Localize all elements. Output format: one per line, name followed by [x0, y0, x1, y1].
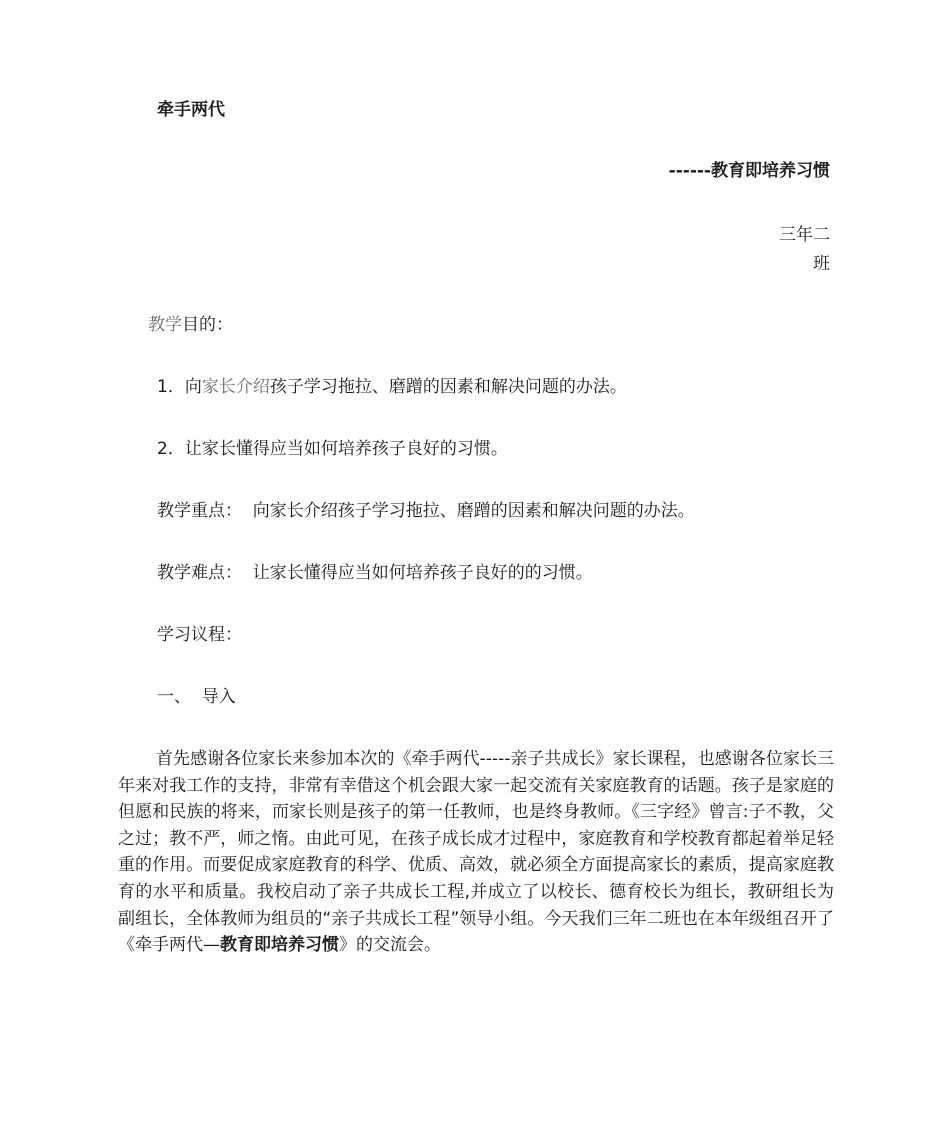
- objective-item-1: [157, 375, 627, 399]
- objective-1-part2: 家长介绍: [201, 377, 270, 397]
- objective-1-part3: 孩子学习拖拉、磨蹭的因素和解决问题的办法。: [269, 377, 627, 397]
- agenda-heading: 学习议程：: [157, 625, 242, 645]
- intro-paragraph: [118, 746, 834, 959]
- section-one-heading: 一、 导入: [157, 687, 236, 707]
- objective-1-part1: 向: [184, 377, 202, 397]
- intro-text-tail: 》的交流会。: [339, 935, 441, 956]
- intro-text-main: 首先感谢各位家长来参加本次的《牵手两代-----亲子共成长》家长课程，也感谢各位家长三年来对我工作的支持，非常有幸借这个机会跟大家一起交流有关家庭教育的话题。孩子是家庭的但愿和民族的将来，而家长则是孩子的第一任教师，也是终身教师。《三字经》曾言:子不教，父之过；教不严，师之惰。由此可见，在孩子成长成才过程中，家庭教育和学校教育都起着举足轻重的作用。而要促成家庭教育的科学、优质、高效，就必须全方面提高家长的素质，提高家庭教育的水平和质量。我校启动了亲子共成长工程,并成立了以校长、德育校长为组长，教研组长为副组长，全体教师为组员的“亲子共成长工程”领导小组。今天我们三年二班也在本年级组召开了《牵手两代—: [118, 749, 834, 956]
- class-info-line-1: 三年二: [779, 225, 830, 245]
- class-info-line-2: 班: [813, 254, 830, 274]
- objective-1-number: 1．: [157, 377, 185, 397]
- difficult-point: 教学难点： 让家长懂得应当如何培养孩子良好的的习惯。: [157, 563, 593, 583]
- intro-text-bold: 教育即培养习惯: [220, 935, 339, 956]
- key-point: 教学重点： 向家长介绍孩子学习拖拉、磨蹭的因素和解决问题的办法。: [157, 501, 695, 521]
- document-subtitle: ------教育即培养习惯: [668, 161, 830, 181]
- objective-heading-part2: 目的：: [182, 315, 233, 335]
- objective-item-2: 2．让家长懂得应当如何培养孩子良好的习惯。: [157, 439, 508, 459]
- objective-heading-part1: 教学: [148, 315, 182, 335]
- intro-paragraph-text: [118, 746, 834, 959]
- objective-heading: [148, 313, 233, 337]
- document-title: 牵手两代: [157, 100, 225, 120]
